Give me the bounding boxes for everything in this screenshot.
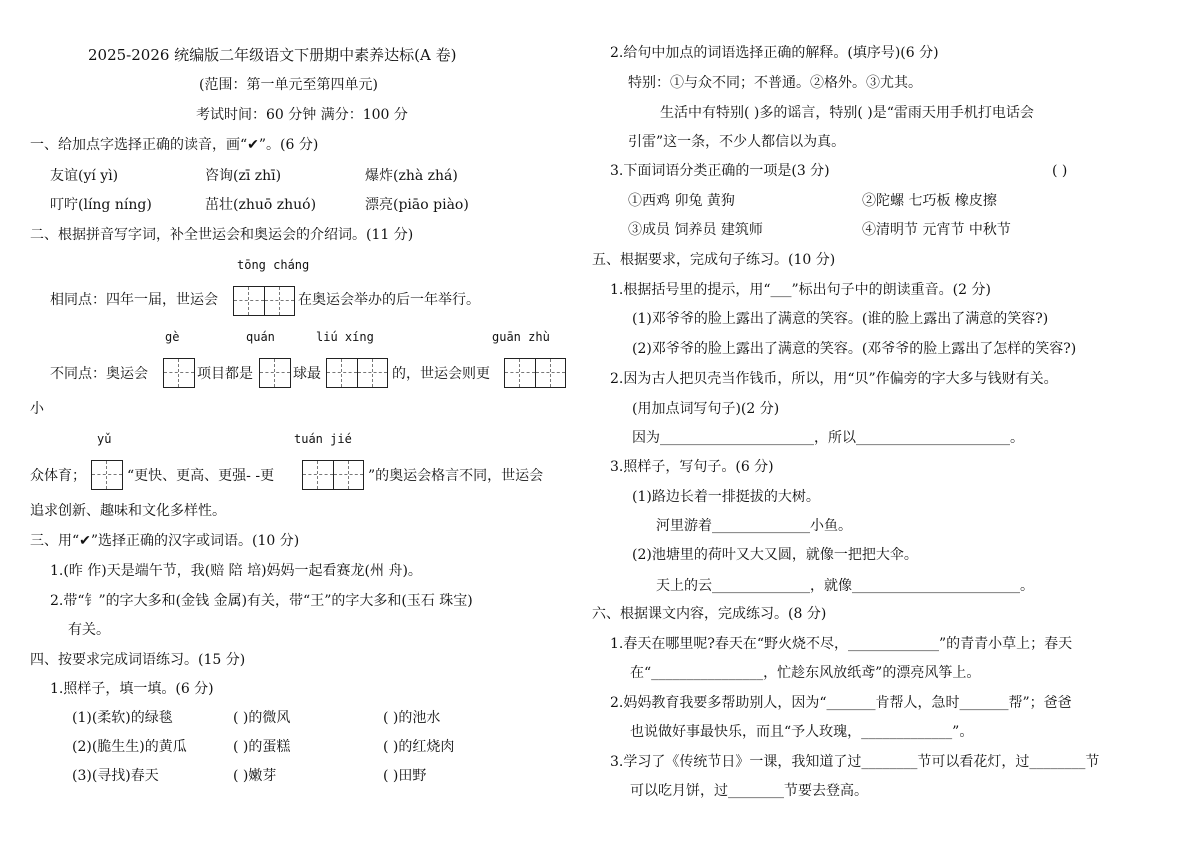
sentence-text: 小 <box>30 401 44 417</box>
pinyin-label: liú xíng <box>316 330 374 344</box>
sentence-text: 不同点：奥运会 <box>50 366 148 382</box>
reading-item[interactable]: 友谊(yí yì) <box>50 168 119 184</box>
sentence-text: 在奥运会举办的后一年举行。 <box>298 292 480 308</box>
sentence-text: 项目都是 <box>197 366 253 382</box>
example-text: (2)(脆生生)的黄瓜 <box>72 739 187 755</box>
sentence-text: 引雷”这一条，不少人都信以为真。 <box>628 134 846 150</box>
example-text: (3)(寻找)春天 <box>72 768 159 784</box>
sentence-text: 相同点：四年一届，世运会 <box>50 292 218 308</box>
sentence-text: 众体育； <box>30 468 86 484</box>
pinyin-label: tuán jié <box>294 432 352 446</box>
section-5-heading: 五、根据要求，完成句子练习。(10 分) <box>592 252 836 268</box>
fill-blank[interactable]: ( )嫩芽 <box>233 768 277 784</box>
fill-blank[interactable]: ( )的池水 <box>383 710 441 726</box>
question-text: 1.根据括号里的提示，用“___”标出句子中的朗读重音。(2 分) <box>610 282 991 298</box>
exam-range: (范围：第一单元至第四单元) <box>199 77 378 93</box>
example-text: (1)(柔软)的绿毯 <box>72 710 173 726</box>
example-text: (1)路边长着一排挺拔的大树。 <box>632 489 820 505</box>
char-box-group[interactable] <box>163 358 195 388</box>
fill-blank[interactable]: ( )田野 <box>383 768 427 784</box>
char-box-group[interactable] <box>504 358 566 388</box>
fill-blank[interactable]: 生活中有特别( )多的谣言，特别( )是“雷雨天用手机打电话会 <box>660 105 1034 121</box>
definition-text: 特别：①与众不同；不普通。②格外。③尤其。 <box>628 75 922 91</box>
fill-blank[interactable]: 河里游着______________小鱼。 <box>656 518 852 534</box>
char-box-group[interactable] <box>91 460 123 490</box>
pinyin-label: guān zhù <box>492 330 550 344</box>
sentence-text: 的，世运会则更 <box>392 366 490 382</box>
reading-item[interactable]: 咨询(zī zhī) <box>205 168 282 184</box>
fill-blank[interactable]: 也说做好事最快乐，而且“予人玫瑰，_____________”。 <box>630 724 974 740</box>
char-box-group[interactable] <box>233 286 295 316</box>
example-text: (2)池塘里的荷叶又大又圆，就像一把把大伞。 <box>632 547 918 563</box>
exam-info: 考试时间：60 分钟 满分：100 分 <box>196 107 408 123</box>
option-text: ④清明节 元宵节 中秋节 <box>862 222 1011 238</box>
question-text: 3.下面词语分类正确的一项是(3 分) <box>610 163 830 179</box>
reading-item[interactable]: 爆炸(zhà zhá) <box>365 168 458 184</box>
section-4-heading: 四、按要求完成词语练习。(15 分) <box>30 652 246 668</box>
char-box-group[interactable] <box>302 460 364 490</box>
fill-blank[interactable]: ( )的微风 <box>233 710 291 726</box>
option-text: ①西鸡 卯兔 黄狗 <box>628 193 735 209</box>
option-text: ②陀螺 七巧板 橡皮擦 <box>862 193 997 209</box>
question-text[interactable]: 2.带“钅”的字大多和(金钱 金属)有关，带“王”的字大多和(玉石 珠宝) <box>50 593 473 609</box>
question-text[interactable]: 1.(昨 作)天是端午节，我(赔 陪 培)妈妈一起看赛龙(州 舟)。 <box>50 563 422 579</box>
question-text: 2.给句中加点的词语选择正确的解释。(填序号)(6 分) <box>610 45 939 61</box>
fill-blank[interactable]: 可以吃月饼，过________节要去登高。 <box>630 783 868 799</box>
reading-item[interactable]: 茁壮(zhuō zhuó) <box>205 197 317 213</box>
sentence-text: 追求创新、趣味和文化多样性。 <box>30 503 226 519</box>
question-text: (用加点词写句子)(2 分) <box>632 401 780 417</box>
sentence-text: ”的奥运会格言不同，世运会 <box>368 468 544 484</box>
fill-blank[interactable]: 3.学习了《传统节日》一课，我知道了过________节可以看花灯，过________节 <box>610 754 1100 770</box>
section-6-heading: 六、根据课文内容，完成练习。(8 分) <box>592 606 827 622</box>
sentence-text[interactable]: (2)邓爷爷的脸上露出了满意的笑容。(邓爷爷的脸上露出了怎样的笑容?) <box>632 341 1077 357</box>
pinyin-label: tōng cháng <box>237 258 310 272</box>
fill-blank[interactable]: ( )的蛋糕 <box>233 739 291 755</box>
sentence-text[interactable]: (1)邓爷爷的脸上露出了满意的笑容。(谁的脸上露出了满意的笑容?) <box>632 311 1049 327</box>
exam-title: 2025-2026 统编版二年级语文下册期中素养达标(A 卷) <box>88 46 457 64</box>
fill-blank[interactable]: 在“________________，忙趁东风放纸鸢”的漂亮风筝上。 <box>630 665 981 681</box>
reading-item[interactable]: 漂亮(piāo piào) <box>365 197 469 213</box>
pinyin-label: gè <box>165 330 180 344</box>
fill-blank[interactable]: 2.妈妈教育我要多帮助别人，因为“_______肯帮人，急时_______帮”；爸爸 <box>610 695 1072 711</box>
sentence-text: 球最 <box>293 366 321 382</box>
fill-blank[interactable]: 天上的云______________，就像________________________。 <box>656 578 1034 594</box>
pinyin-label: yǔ <box>97 432 112 446</box>
question-text: 3.照样子，写句子。(6 分) <box>610 459 774 475</box>
section-1-heading: 一、给加点字选择正确的读音，画“✔”。(6 分) <box>30 137 319 153</box>
char-box-group[interactable] <box>326 358 388 388</box>
option-text: ③成员 饲养员 建筑师 <box>628 222 763 238</box>
reading-item[interactable]: 叮咛(líng níng) <box>50 197 152 213</box>
pinyin-label: quán <box>246 330 275 344</box>
section-2-heading: 二、根据拼音写字词，补全世运会和奥运会的介绍词。(11 分) <box>30 227 414 243</box>
answer-paren[interactable]: ( ) <box>1052 163 1068 179</box>
question-text: 2.因为古人把贝壳当作钱币，所以，用“贝”作偏旁的字大多与钱财有关。 <box>610 371 1058 387</box>
question-text: 1.照样子，填一填。(6 分) <box>50 681 214 697</box>
section-3-heading: 三、用“✔”选择正确的汉字或词语。(10 分) <box>30 533 300 549</box>
sentence-text: “更快、更高、更强- -更 <box>127 468 275 484</box>
fill-blank[interactable]: ( )的红烧肉 <box>383 739 455 755</box>
fill-blank[interactable]: 因为______________________，所以______________________。 <box>632 430 1024 446</box>
char-box-group[interactable] <box>259 358 291 388</box>
question-text: 有关。 <box>68 622 110 638</box>
fill-blank[interactable]: 1.春天在哪里呢?春天在“野火烧不尽，_____________”的青青小草上；春天 <box>610 636 1073 652</box>
